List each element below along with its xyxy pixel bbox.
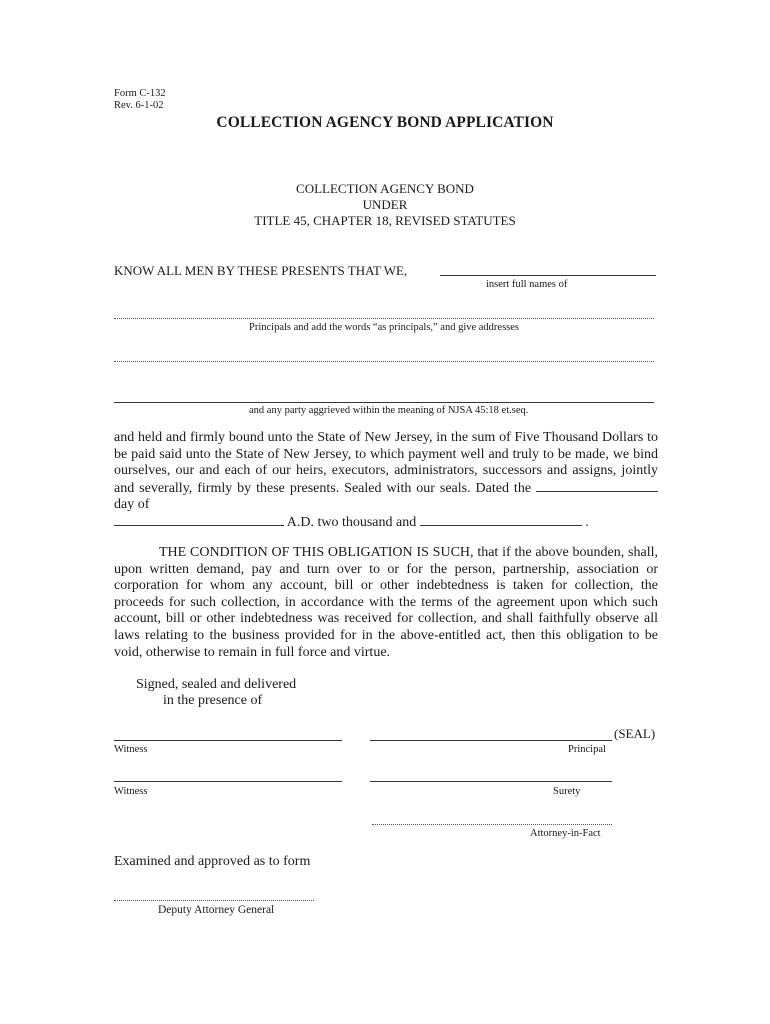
witness-1-label: Witness — [114, 744, 148, 755]
surety-signature-line[interactable] — [370, 781, 612, 782]
signed-sealed-text: Signed, sealed and delivered — [136, 677, 297, 692]
condition-paragraph: THE CONDITION OF THIS OBLIGATION IS SUCH, that if the above bounden, shall, upon written demand, pay and turn over to or for the person, partnership, association or corporation for whom any account, bill or other indebtedness is taken for collection, the proceeds for such collection, in accordance with the terms of the agreement upon which such account, bill or other indebtedness was received for collection, and shall faithfully observe all laws relating to the business provided for in the above-entitled act, then this obligation to be void, otherwise to remain in full force and virtue. — [114, 545, 658, 660]
day-of-text: day of — [114, 497, 150, 513]
seal-label: (SEAL) — [614, 726, 656, 741]
principal-signature-line[interactable] — [370, 740, 612, 741]
deputy-ag-label: Deputy Attorney General — [158, 904, 275, 916]
surety-label: Surety — [553, 786, 581, 797]
attorney-in-fact-signature-line[interactable] — [372, 824, 612, 825]
hint-principals: Principals and add the words “as principals,” and give addresses — [249, 322, 520, 333]
bond-clause-text: and held and firmly bound unto the State of New Jersey, in the sum of Five Thousand Dollars to be paid said unto the State of New Jersey, to which payment well and truly to be made, we bind ourselves, our and each of our heirs, executors, administrators, successors and assigns, jointly and severally, firmly by these presents. Sealed with our seals. Dated the — [114, 430, 658, 496]
revision-date: Rev. 6-1-02 — [114, 100, 164, 111]
witness-2-signature-line[interactable] — [114, 781, 342, 782]
form-number: Form C-132 — [114, 88, 166, 99]
bond-clause-paragraph — [114, 430, 658, 532]
witness-2-label: Witness — [114, 786, 148, 797]
attorney-in-fact-label: Attorney-in-Fact — [530, 828, 601, 839]
know-all-men-text: KNOW ALL MEN BY THESE PRESENTS THAT WE, — [114, 263, 408, 278]
in-presence-text: in the presence of — [163, 693, 263, 708]
principals-line-1[interactable] — [114, 318, 654, 319]
dated-year-field[interactable] — [420, 514, 582, 526]
ad-two-thousand-text: A.D. two thousand and — [284, 514, 420, 530]
subtitle-line-2: UNDER — [362, 197, 408, 212]
dated-month-field[interactable] — [114, 514, 284, 526]
dated-day-field[interactable] — [536, 480, 658, 492]
principal-names-field[interactable] — [440, 275, 656, 276]
end-period: . — [581, 514, 589, 530]
subtitle-line-1: COLLECTION AGENCY BOND — [296, 181, 474, 196]
hint-full-names: insert full names of — [486, 279, 568, 290]
witness-1-signature-line[interactable] — [114, 740, 342, 741]
subtitle-line-3: TITLE 45, CHAPTER 18, REVISED STATUTES — [254, 213, 516, 228]
principals-line-2[interactable] — [114, 361, 654, 362]
approval-text: Examined and approved as to form — [114, 854, 311, 869]
page-title: COLLECTION AGENCY BOND APPLICATION — [216, 114, 554, 131]
principal-label: Principal — [568, 744, 606, 755]
principals-line-3[interactable] — [114, 402, 654, 403]
hint-aggrieved-party: and any party aggrieved within the meaning of NJSA 45:18 et.seq. — [249, 405, 529, 416]
deputy-ag-signature-line[interactable] — [114, 900, 314, 901]
